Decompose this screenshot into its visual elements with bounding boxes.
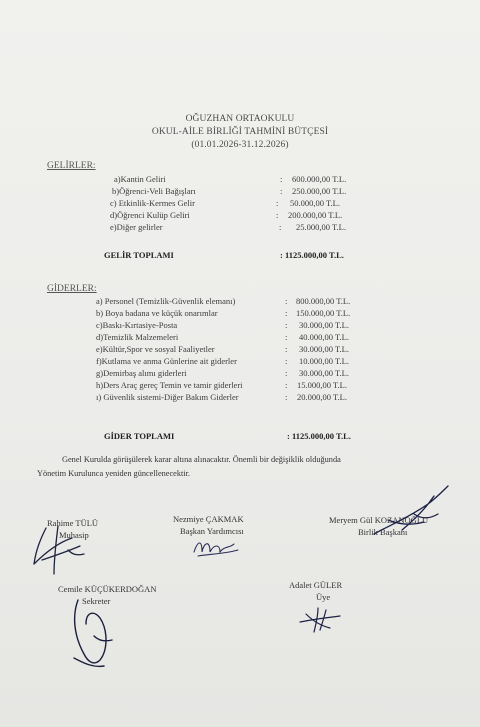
income-item-amount: 25.000,00 T.L. — [296, 222, 346, 232]
signatory-role: Muhasip — [59, 530, 89, 540]
signature-scribble — [296, 604, 346, 634]
signatory-name: Nezmiye ÇAKMAK — [173, 514, 244, 524]
note-line-2: Yönetim Kurulunca yeniden güncellenecektir. — [37, 469, 190, 478]
income-heading: GELİRLER: — [47, 161, 96, 171]
signature-scribble — [368, 484, 458, 544]
colon: : — [280, 174, 283, 184]
signatory-role: Üye — [316, 592, 331, 602]
signatory-name: Adalet GÜLER — [289, 580, 343, 590]
income-total-label: GELİR TOPLAMI — [104, 250, 174, 260]
colon: : — [285, 296, 288, 306]
budget-period: (01.01.2026-31.12.2026) — [191, 140, 289, 150]
expense-item-label: ı) Güvenlik sistemi-Diğer Bakım Giderler — [96, 392, 239, 402]
income-item-label: c) Etkinlik-Kermes Gelir — [110, 198, 195, 208]
school-name: OĞUZHAN ORTAOKULU — [185, 114, 295, 124]
expense-item-amount: 150.000,00 T.L. — [296, 308, 351, 318]
signature-scribble — [28, 520, 98, 580]
signatory-role: Birlik Başkanı — [358, 527, 408, 537]
expense-item-amount: 800.000,00 T.L. — [296, 296, 351, 306]
income-item-amount: 250.000,00 T.L. — [292, 186, 347, 196]
colon: : — [285, 320, 288, 330]
colon: : — [285, 356, 288, 366]
income-item-amount: 200.000,00 T.L. — [288, 210, 343, 220]
expenses-total-label: GİDER TOPLAMI — [104, 431, 175, 441]
colon: : — [285, 332, 288, 342]
colon: : — [285, 344, 288, 354]
colon: : — [280, 186, 283, 196]
expense-item-label: g)Demirbaş alımı giderleri — [96, 368, 187, 378]
colon: : — [285, 308, 288, 318]
expense-item-amount: 30.000,00 T.L. — [299, 368, 349, 378]
expense-item-label: b) Boya badana ve küçük onarımlar — [96, 308, 218, 318]
income-item-label: e)Diğer gelirler — [110, 222, 163, 232]
colon: : — [285, 380, 288, 390]
document-title: OKUL-AİLE BİRLİĞİ TAHMİNİ BÜTÇESİ — [151, 127, 329, 137]
expense-item-label: d)Temizlik Malzemeleri — [96, 332, 179, 342]
income-item-amount: 50.000,00 T.L. — [290, 198, 340, 208]
expense-item-amount: 10.000,00 T.L. — [299, 356, 349, 366]
signatory-role: Sekreter — [82, 596, 111, 606]
signature-scribble — [64, 596, 124, 674]
expenses-heading: GİDERLER: — [47, 284, 97, 294]
signature-scribble — [190, 534, 244, 564]
expense-item-amount: 30.000,00 T.L. — [299, 344, 349, 354]
note-line-1: Genel Kurulda görüşülerek karar altına alınacaktır. Önemli bir değişiklik olduğunda — [62, 455, 341, 464]
income-item-label: a)Kantin Geliri — [114, 174, 166, 184]
expense-item-amount: 30.000,00 T.L. — [299, 320, 349, 330]
expense-item-label: a) Personel (Temizlik-Güvenlik elemanı) — [96, 296, 236, 306]
expense-item-amount: 15.000,00 T.L. — [297, 380, 347, 390]
signatory-name: Meryem Gül KOZANOĞLU — [329, 515, 429, 525]
income-item-label: b)Öğrenci-Veli Bağışları — [112, 186, 196, 196]
colon: : — [285, 368, 288, 378]
expense-item-amount: 40.000,00 T.L. — [299, 332, 349, 342]
colon: : — [276, 198, 279, 208]
expense-item-amount: 20.000,00 T.L. — [297, 392, 347, 402]
signatory-name: Cemile KÜÇÜKERDOĞAN — [58, 584, 157, 594]
colon: : — [276, 210, 279, 220]
expenses-total-amount: : 1125.000,00 T.L. — [287, 431, 351, 441]
signatory-name: Rahime TÜLÜ — [47, 518, 99, 528]
signatory-role: Başkan Yardımcısı — [180, 526, 244, 536]
income-item-amount: 600.000,00 T.L. — [292, 174, 347, 184]
colon: : — [279, 222, 282, 232]
income-total-amount: : 1125.000,00 T.L. — [280, 250, 344, 260]
expense-item-label: f)Kutlama ve anma Günlerine ait giderler — [96, 356, 237, 366]
expense-item-label: c)Baskı-Kırtasiye-Posta — [96, 320, 178, 330]
expense-item-label: h)Ders Araç gereç Temin ve tamir giderleri — [96, 380, 243, 390]
expense-item-label: e)Kültür,Spor ve sosyal Faaliyetler — [96, 344, 215, 354]
income-item-label: d)Öğrenci Kulüp Geliri — [110, 210, 190, 220]
colon: : — [285, 392, 288, 402]
